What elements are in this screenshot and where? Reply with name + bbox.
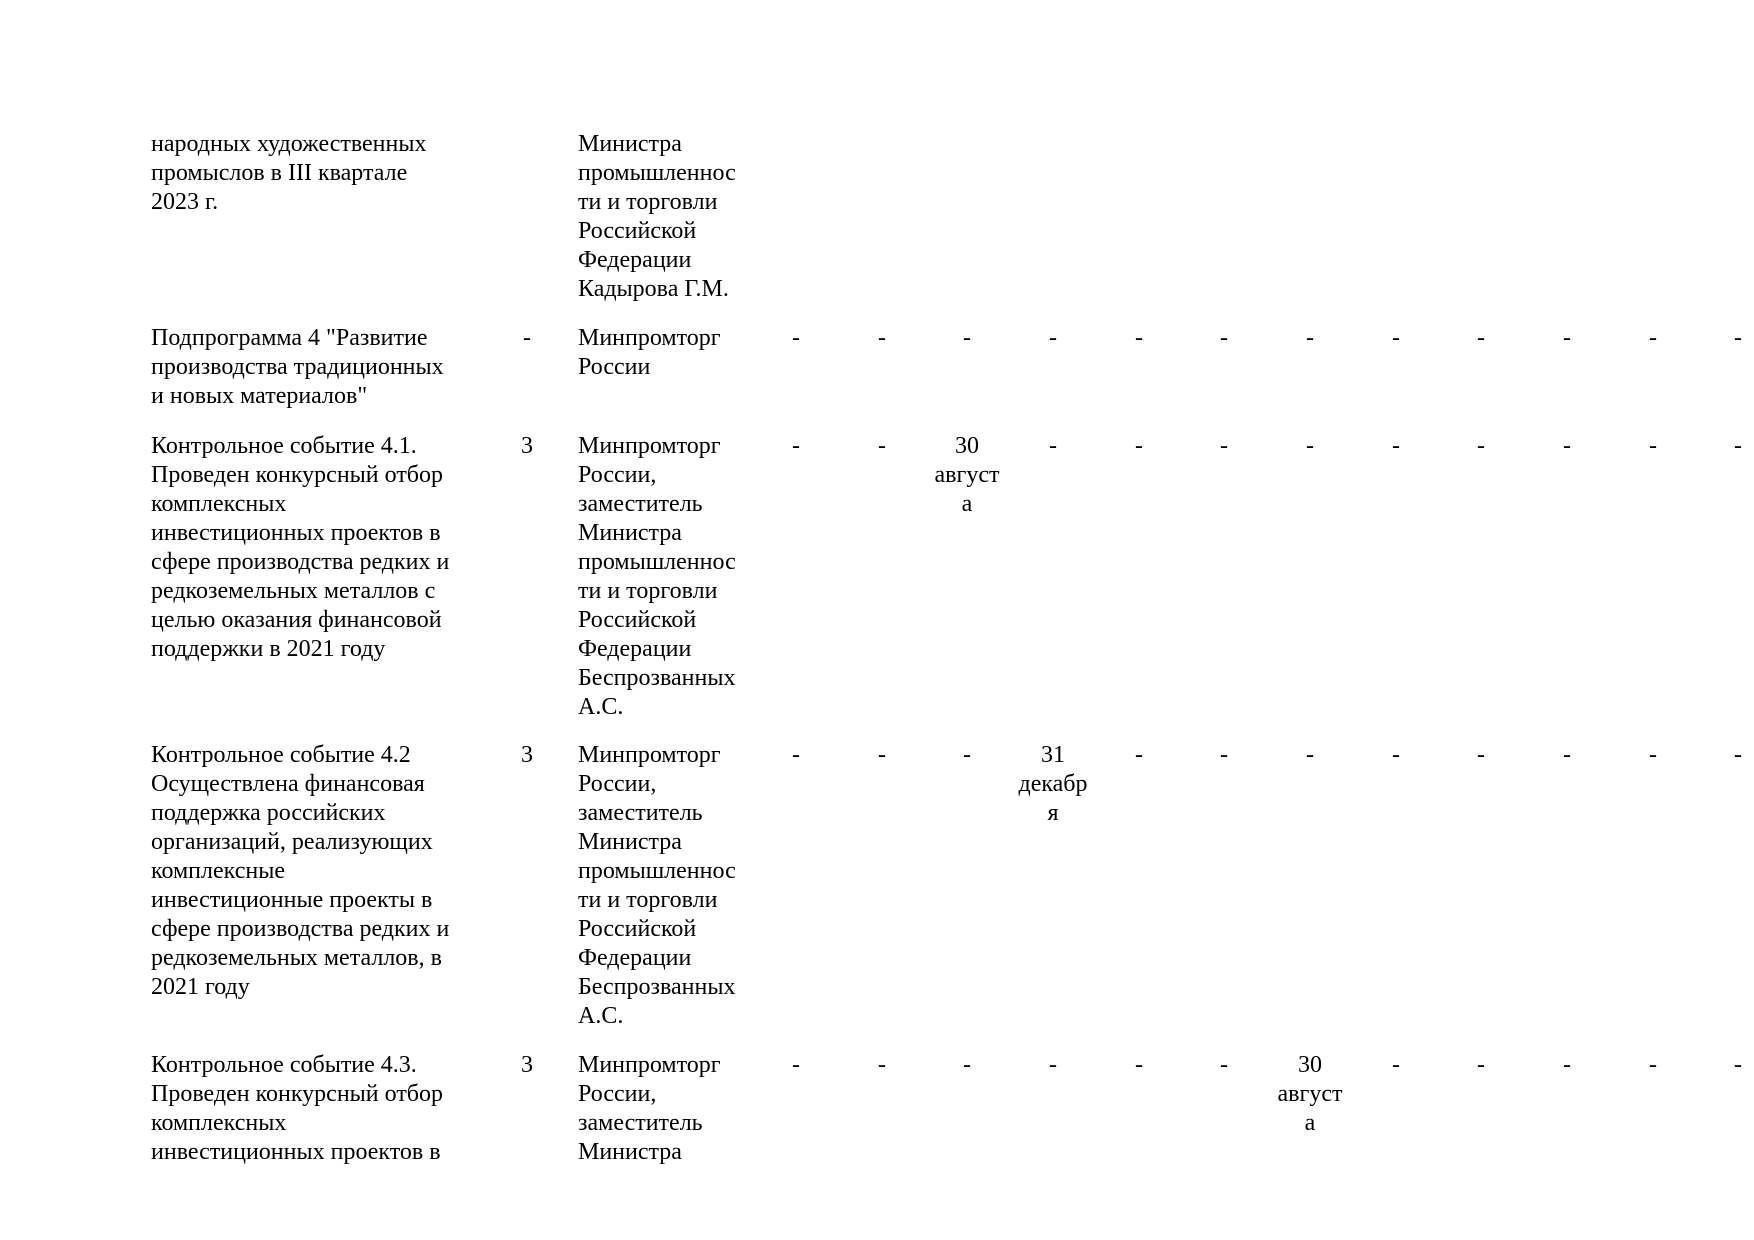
quarter-1-value: - [792, 742, 800, 768]
quarter-2-value: - [878, 742, 886, 768]
quarter-12-value: - [1734, 325, 1742, 351]
quarter-2-value: - [878, 325, 886, 351]
quarter-4-value: 31 декабр я [1018, 742, 1088, 826]
quarter-7-value: - [1306, 433, 1314, 459]
quarter-4-value: - [1049, 1052, 1057, 1078]
quarter-9-value: - [1477, 742, 1485, 768]
quarter-10-value: - [1563, 742, 1571, 768]
quarter-8-value: - [1392, 742, 1400, 768]
event-description: Контрольное событие 4.1. Проведен конкурсный отбор комплексных инвестиционных проектов в сфере производства редких и редкоземельных металлов с целью оказания финансовой поддержки в 2021 году [151, 433, 450, 662]
quarter-1-value: - [792, 325, 800, 351]
event-description: народных художественных промыслов в III квартале 2023 г. [151, 131, 427, 215]
responsible-executor: Минпромторг России [578, 325, 721, 380]
quarter-7-value: 30 август а [1277, 1052, 1343, 1136]
quarter-10-value: - [1563, 325, 1571, 351]
event-level: - [523, 325, 531, 351]
quarter-7-value: - [1306, 325, 1314, 351]
quarter-8-value: - [1392, 433, 1400, 459]
event-description: Контрольное событие 4.3. Проведен конкурсный отбор комплексных инвестиционных проектов в [151, 1052, 444, 1165]
quarter-4-value: - [1049, 433, 1057, 459]
quarter-12-value: - [1734, 742, 1742, 768]
event-description: Контрольное событие 4.2 Осуществлена финансовая поддержка российских организаций, реализующих комплексные инвестиционные проекты в сфере производства редких и редкоземельных металлов, в 2021 году [151, 742, 450, 1000]
quarter-10-value: - [1563, 433, 1571, 459]
quarter-8-value: - [1392, 1052, 1400, 1078]
event-description: Подпрограмма 4 "Развитие производства традиционных и новых материалов" [151, 325, 444, 409]
quarter-11-value: - [1649, 433, 1657, 459]
quarter-2-value: - [878, 1052, 886, 1078]
quarter-6-value: - [1220, 325, 1228, 351]
quarter-6-value: - [1220, 433, 1228, 459]
responsible-executor: Минпромторг России, заместитель Министра [578, 1052, 721, 1165]
quarter-10-value: - [1563, 1052, 1571, 1078]
quarter-2-value: - [878, 433, 886, 459]
quarter-7-value: - [1306, 742, 1314, 768]
quarter-9-value: - [1477, 325, 1485, 351]
quarter-12-value: - [1734, 1052, 1742, 1078]
quarter-5-value: - [1135, 1052, 1143, 1078]
quarter-11-value: - [1649, 1052, 1657, 1078]
quarter-5-value: - [1135, 742, 1143, 768]
quarter-8-value: - [1392, 325, 1400, 351]
quarter-4-value: - [1049, 325, 1057, 351]
quarter-3-value: - [963, 325, 971, 351]
quarter-3-value: - [963, 1052, 971, 1078]
event-level: 3 [521, 1052, 533, 1078]
quarter-3-value: - [963, 742, 971, 768]
quarter-5-value: - [1135, 433, 1143, 459]
responsible-executor: Минпромторг России, заместитель Министра промышленнос ти и торговли Российской Федерации Беспрозванных А.С. [578, 742, 736, 1029]
quarter-5-value: - [1135, 325, 1143, 351]
event-level: 3 [521, 433, 533, 459]
quarter-6-value: - [1220, 742, 1228, 768]
quarter-1-value: - [792, 1052, 800, 1078]
responsible-executor: Министра промышленнос ти и торговли Российской Федерации Кадырова Г.М. [578, 131, 736, 302]
quarter-9-value: - [1477, 433, 1485, 459]
quarter-6-value: - [1220, 1052, 1228, 1078]
quarter-1-value: - [792, 433, 800, 459]
quarter-11-value: - [1649, 742, 1657, 768]
responsible-executor: Минпромторг России, заместитель Министра промышленнос ти и торговли Российской Федерации Беспрозванных А.С. [578, 433, 736, 720]
quarter-9-value: - [1477, 1052, 1485, 1078]
quarter-3-value: 30 август а [934, 433, 1000, 517]
quarter-12-value: - [1734, 433, 1742, 459]
quarter-11-value: - [1649, 325, 1657, 351]
event-level: 3 [521, 742, 533, 768]
